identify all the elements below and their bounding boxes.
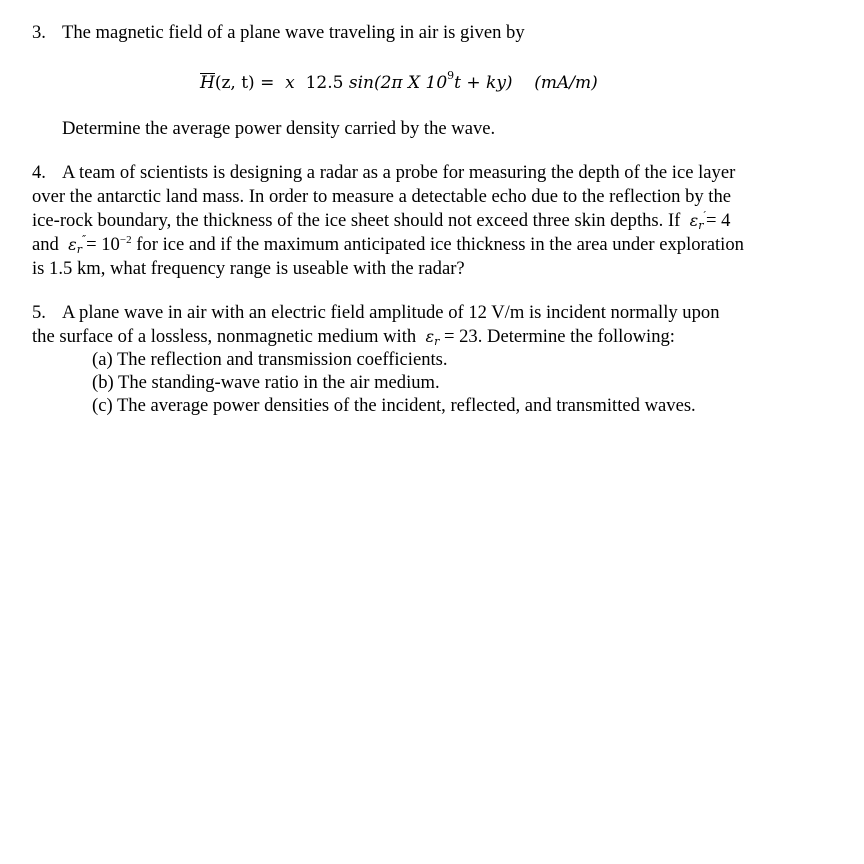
problem-5-text-2: the surface of a lossless, nonmagnetic medium with [32, 326, 417, 347]
epsilon-subscript: r [76, 243, 83, 256]
problem-number: 5. [32, 302, 46, 323]
problem-5-line-2 [32, 326, 675, 348]
problem-3-intro-line [32, 22, 525, 44]
magnetic-field-equation [200, 70, 598, 96]
problem-5-line-1 [32, 302, 720, 324]
problem-3-intro: The magnetic field of a plane wave traveling in air is given by [62, 22, 525, 43]
sub-item-a: (a) The reflection and transmission coefficients. [92, 349, 448, 370]
units: (mA/m) [534, 73, 598, 93]
vector-h-symbol: H [200, 73, 215, 93]
sin-function: sin [348, 73, 374, 93]
double-prime-mark: ″ [82, 233, 87, 246]
epsilon-char: ε [425, 327, 435, 346]
problem-4-line-1 [32, 162, 735, 184]
epsilon-char: ε [689, 211, 699, 230]
problem-number: 4. [32, 162, 46, 183]
sub-item-b: (b) The standing-wave ratio in the air medium. [92, 372, 440, 393]
problem-4-line-5: is 1.5 km, what frequency range is useable with the radar? [32, 258, 465, 279]
problem-4-line-2: over the antarctic land mass. In order to measure a detectable echo due to the reflection by the [32, 186, 732, 207]
problem-4-text-3: ice-rock boundary, the thickness of the ice sheet should not exceed three skin depths. If [32, 210, 681, 231]
epsilon-prime-symbol [690, 210, 706, 232]
sub-item-c: (c) The average power densities of the incident, reflected, and transmitted waves. [92, 395, 696, 416]
epsilon-subscript: r [434, 335, 440, 348]
problem-3-question: Determine the average power density carried by the wave. [62, 118, 496, 139]
problem-4-text-1: A team of scientists is designing a radar as a probe for measuring the depth of the ice layer [62, 162, 736, 183]
epsilon-double-prime-value: = 10 [86, 234, 120, 255]
prime-mark: ′ [703, 209, 706, 222]
epsilon-subscript: r [698, 219, 704, 232]
problem-4-line-3 [32, 210, 730, 232]
epsilon-r-value: = 23. Determine the following: [444, 326, 675, 347]
epsilon-r-symbol [425, 326, 439, 348]
problem-4-line-4 [32, 234, 744, 256]
epsilon-prime-value: = 4 [706, 210, 731, 231]
equation-args: (z, t) [214, 73, 255, 93]
problem-5-text-1: A plane wave in air with an electric field amplitude of 12 V/m is incident normally upon [62, 302, 720, 323]
unit-vector-x-hat: x [285, 73, 295, 93]
sin-argument-rest: t + ky) [454, 73, 513, 93]
sin-argument-start: (2π X 10 [373, 73, 448, 93]
epsilon-exponent: −2 [119, 234, 132, 246]
epsilon-char: ε [68, 235, 77, 254]
epsilon-double-prime-symbol [68, 234, 86, 256]
problem-4-text-4b: for ice and if the maximum anticipated ice thickness in the area under exploration [136, 234, 744, 255]
amplitude-value: 12.5 [305, 73, 344, 93]
exponent: 9 [447, 69, 455, 82]
problem-number: 3. [32, 22, 46, 43]
problem-4-text-4a: and [32, 234, 59, 255]
equals-sign: = [260, 73, 275, 93]
